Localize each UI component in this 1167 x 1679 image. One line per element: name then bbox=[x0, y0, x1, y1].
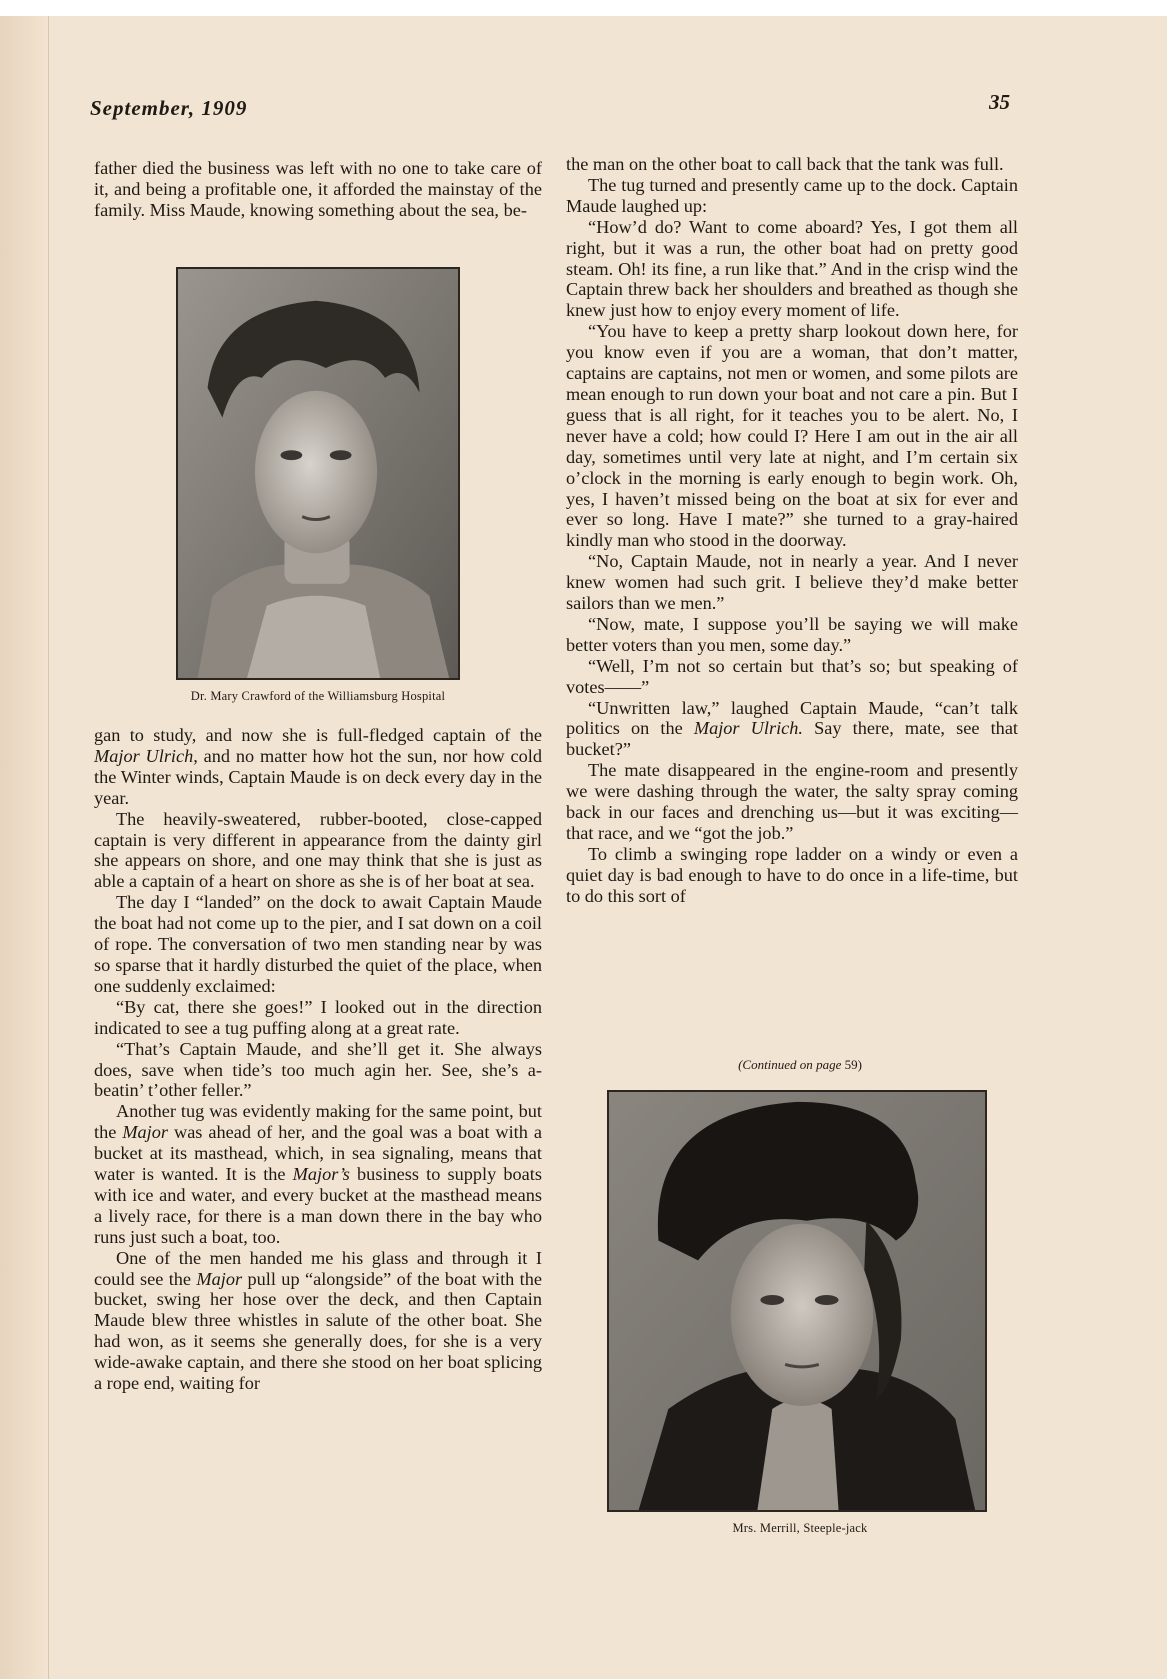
paragraph: “That’s Captain Maude, and she’ll get it. She always does, save when tide’s too much agin her. See, she’s a-beatin’ t’other feller.” bbox=[94, 1038, 542, 1101]
paragraph: The mate disappeared in the engine-room and presently we were dashing through the water, the salty spray coming back in our faces and drenching us—but it was exciting—that race, and we “got the job.” bbox=[566, 760, 1018, 843]
paragraph: the man on the other boat to call back that the tank was full. bbox=[566, 154, 1004, 174]
page-number: 35 bbox=[989, 90, 1010, 114]
paragraph: The tug turned and presently came up to the dock. Captain Maude laughed up: bbox=[566, 174, 1018, 216]
paragraph: father died the business was left with no one to take care of it, and being a profitable one, it afforded the mainstay of the family. Miss Maude, knowing something about the sea, be- bbox=[94, 158, 542, 220]
paragraph: The heavily-sweatered, rubber-booted, close-capped captain is very different in appearance from the dainty girl she appears on shore, and one may think that she is just as able a captain of a heart on shore as she is of her boat at sea. bbox=[94, 808, 542, 892]
paragraph: The day I “landed” on the dock to await Captain Maude the boat had not come up to the pier, and I sat down on a coil of rope. The conversation of two men standing near by was so sparse that it hardly disturbed the quiet of the place, when one suddenly exclaimed: bbox=[94, 892, 542, 996]
column2-body-text bbox=[566, 154, 1018, 907]
portrait-photo-icon bbox=[609, 1092, 985, 1510]
portrait-photo-icon bbox=[178, 269, 458, 678]
photo-caption-top: Dr. Mary Crawford of the Williamsburg Hospital bbox=[190, 689, 446, 703]
paragraph: “How’d do? Want to come aboard? Yes, I got them all right, but it was a run, the other boat had on pretty good steam. Oh! its fine, a run like that.” And in the crisp wind the Captain threw back her shoulders and breathed as though she knew just how to enjoy every moment of life. bbox=[566, 216, 1018, 321]
paragraph: “Unwritten law,” laughed Captain Maude, “can’t talk politics on the Major Ulrich. Say there, mate, see that bucket?” bbox=[566, 697, 1019, 760]
paragraph: gan to study, and now she is full-fledged captain of the Major Ulrich, and no matter how hot the sun, nor how cold the Winter winds, Captain Maude is on deck every day in the year. bbox=[94, 725, 543, 808]
paragraph: “By cat, there she goes!” I looked out in the direction indicated to see a tug puffing along at a great rate. bbox=[94, 996, 542, 1038]
portrait-photo-bottom bbox=[607, 1090, 987, 1512]
paragraph: One of the men handed me his glass and through it I could see the Major pull up “alongside” of the boat with the bucket, swing her hose over the deck, and then Captain Maude blew three whistles in salute of the other boat. She had won, as it seems she generally does, for she is a very wide-awake captain, and there she stood on her boat splicing a rope end, waiting for bbox=[94, 1247, 542, 1394]
portrait-photo-top bbox=[176, 267, 460, 680]
paragraph: “No, Captain Maude, not in nearly a year. And I never knew women had such grit. I believe they’d make better sailors than we men.” bbox=[566, 551, 1018, 614]
issue-date: September, 1909 bbox=[90, 96, 248, 120]
paragraph: Another tug was evidently making for the same point, but the Major was ahead of her, and the goal was a boat with a bucket at its masthead, which, in sea signaling, means that water is wanted. It is the Major’s business to supply boats with ice and water, and every bucket at the masthead means a lively race, for there is a man down there in the bay who runs just such a boat, too. bbox=[94, 1101, 542, 1247]
column1-top-text bbox=[94, 158, 542, 221]
paragraph: “You have to keep a pretty sharp lookout down here, for you know even if you are a woman, that don’t matter, captains are captains, not men or women, and some pilots are mean enough to run down your boat and not care a pin. But I guess that is all right, for it teaches you to be alert. No, I never have a cold; how could I? Here I am out in the air all day, sometimes until very late at night, and I’m certain six o’clock in the morning is early enough to begin work. Oh, yes, I haven’t missed being on the boat at six for ever and ever so long. Have I mate?” she turned to a gray-haired kindly man who stood in the doorway. bbox=[566, 321, 1018, 551]
photo-caption-bottom: Mrs. Merrill, Steeple-jack bbox=[732, 1521, 868, 1535]
paragraph: “Now, mate, I suppose you’ll be saying we will make better voters than you men, some day.” bbox=[566, 613, 1018, 655]
paragraph: “Well, I’m not so certain but that’s so; but speaking of votes——” bbox=[566, 655, 1018, 697]
paragraph: To climb a swinging rope ladder on a windy or even a quiet day is bad enough to have to do once in a life-time, but to do this sort of bbox=[566, 843, 1018, 906]
column1-body-text bbox=[94, 725, 542, 1394]
continued-note: (Continued on page 59) bbox=[738, 1057, 862, 1072]
binding-gutter bbox=[0, 16, 49, 1679]
